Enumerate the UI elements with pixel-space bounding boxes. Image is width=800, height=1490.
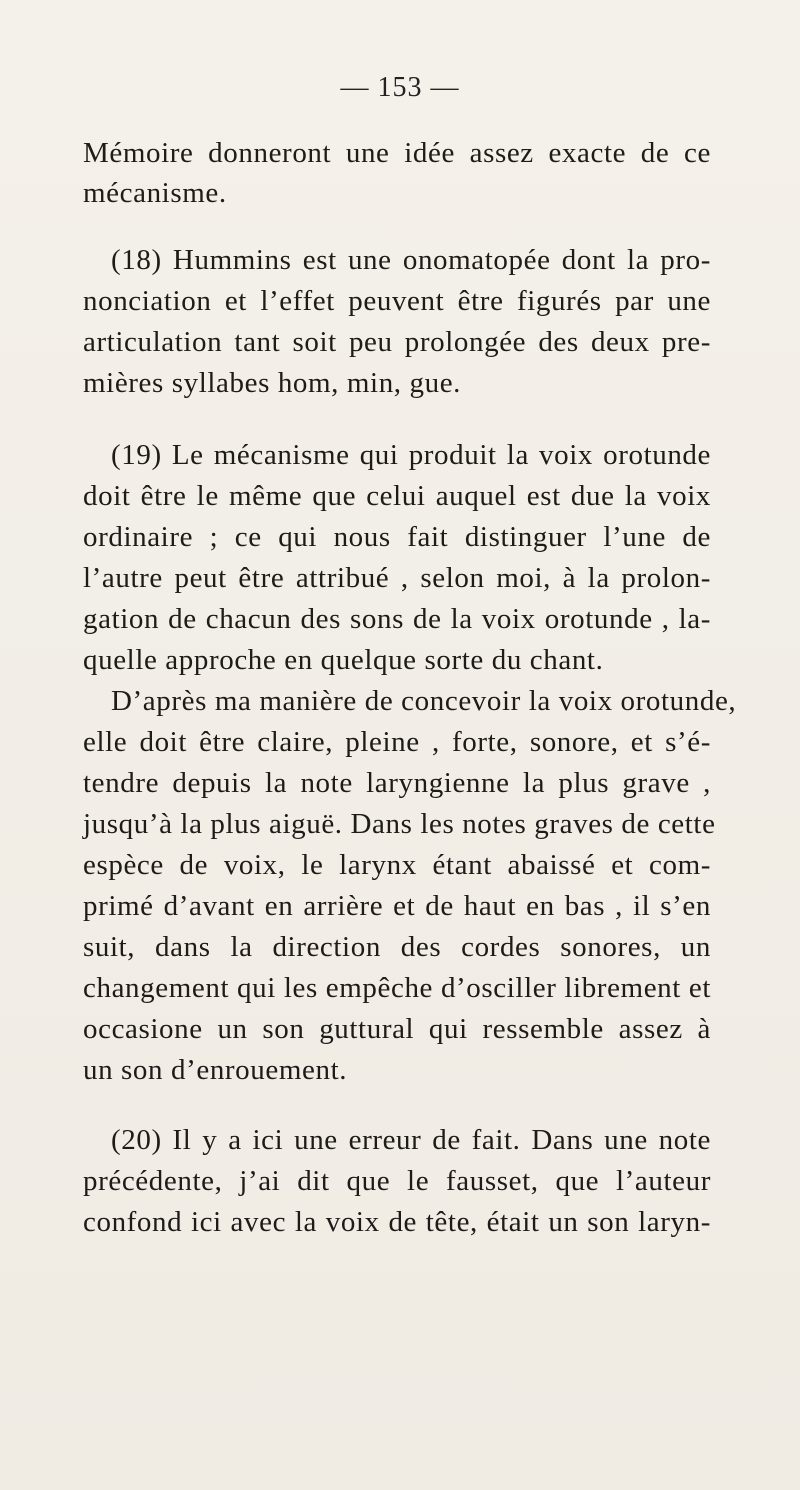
text-line: mières syllabes hom, min, gue. [83, 367, 462, 399]
text-line: Mémoire donneront une idée assez exacte de ce [83, 137, 711, 169]
text-line: (19) Le mécanisme qui produit la voix orotunde [111, 439, 711, 471]
text-line: elle doit être claire, pleine , forte, sonore, et s’é- [83, 726, 711, 758]
text-line: (20) Il y a ici une erreur de fait. Dans une note [111, 1124, 711, 1156]
text-line: l’autre peut être attribué , selon moi, à la prolon- [83, 562, 711, 594]
text-line: suit, dans la direction des cordes sonores, un [83, 931, 711, 963]
text-line: mécanisme. [83, 177, 227, 209]
text-line: doit être le même que celui auquel est due la voix [83, 480, 711, 512]
text-line: quelle approche en quelque sorte du chant. [83, 644, 604, 676]
text-line: tendre depuis la note laryngienne la plus grave , [83, 767, 711, 799]
text-line: primé d’avant en arrière et de haut en bas , il s’en [83, 890, 711, 922]
text-line: espèce de voix, le larynx étant abaissé et com- [83, 849, 711, 881]
page-number-header: — 153 — [340, 72, 460, 103]
text-line: jusqu’à la plus aiguë. Dans les notes graves de cette [83, 808, 716, 840]
text-line: précédente, j’ai dit que le fausset, que l’auteur [83, 1165, 711, 1197]
text-line: confond ici avec la voix de tête, était un son laryn- [83, 1206, 711, 1238]
text-line: un son d’enrouement. [83, 1054, 348, 1086]
text-line: (18) Hummins est une onomatopée dont la pro- [111, 244, 711, 276]
text-line: articulation tant soit peu prolongée des deux pre- [83, 326, 711, 358]
text-line: ordinaire ; ce qui nous fait distinguer l’une de [83, 521, 711, 553]
text-line: nonciation et l’effet peuvent être figurés par une [83, 285, 711, 317]
text-line: D’après ma manière de concevoir la voix orotunde, [111, 685, 737, 717]
text-line: occasione un son guttural qui ressemble assez à [83, 1013, 711, 1045]
text-line: gation de chacun des sons de la voix orotunde , la- [83, 603, 711, 635]
text-line: changement qui les empêche d’osciller librement et [83, 972, 711, 1004]
